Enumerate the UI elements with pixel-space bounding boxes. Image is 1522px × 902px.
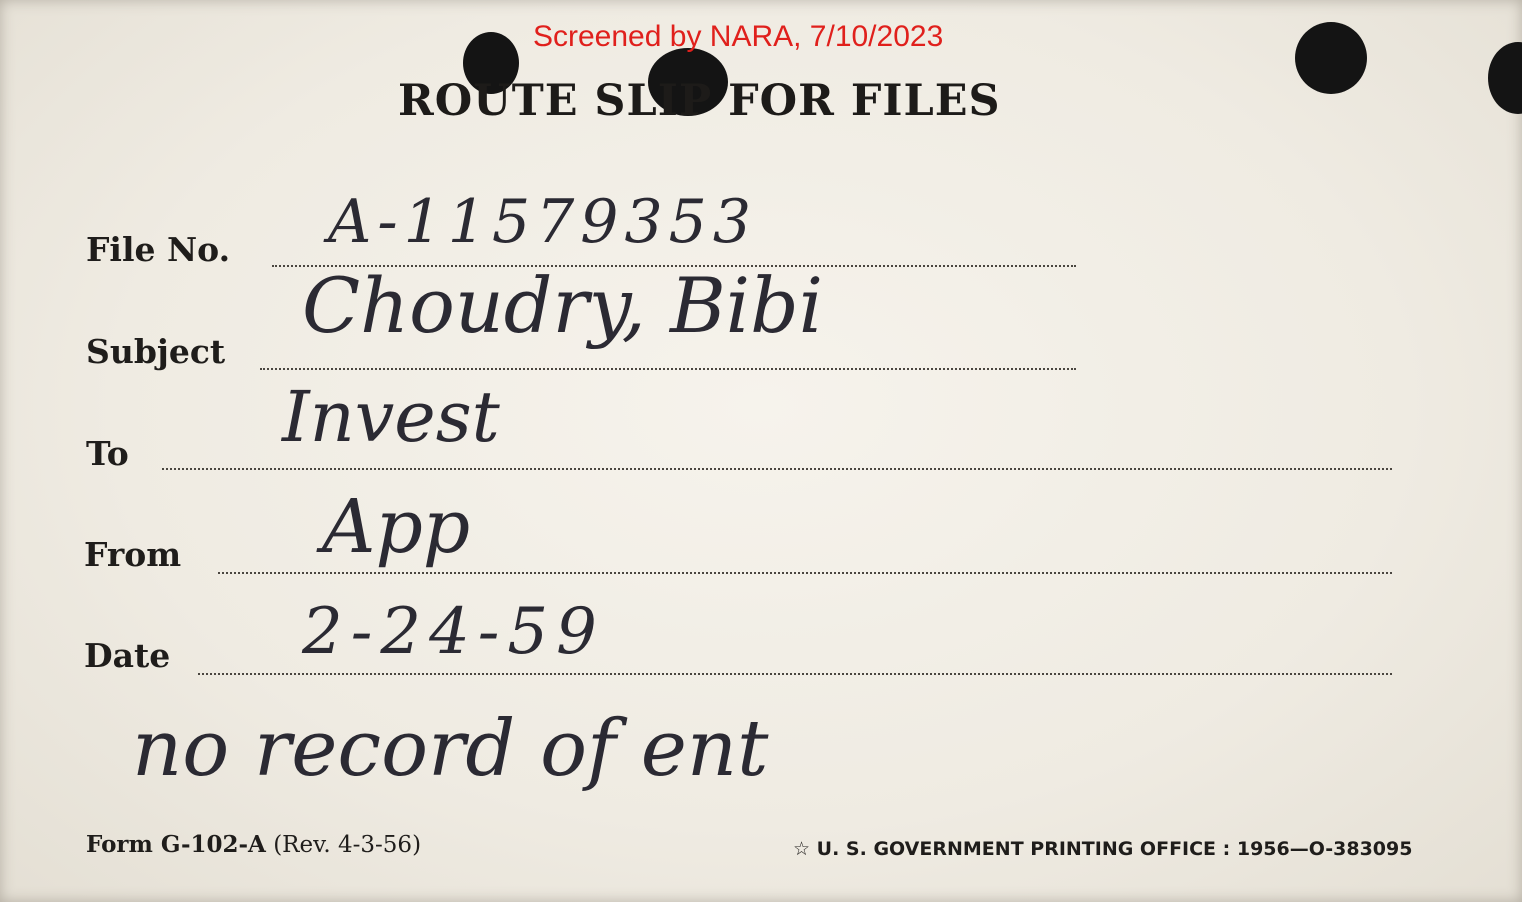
file-no-label: File No. <box>86 230 231 269</box>
punch-hole-edge <box>1488 42 1522 114</box>
printing-office-text: U. S. GOVERNMENT PRINTING OFFICE : 1956—O-383095 <box>816 838 1413 860</box>
file-no-value: A-11579353 <box>328 187 757 257</box>
form-title: ROUTE SLIP FOR FILES <box>398 76 1001 126</box>
to-line <box>162 468 1392 470</box>
form-number-text: Form G-102-A <box>86 831 266 858</box>
from-line <box>218 572 1392 574</box>
printing-office-line <box>793 840 1412 859</box>
date-value: 2-24-59 <box>302 595 605 669</box>
subject-label: Subject <box>86 332 226 371</box>
form-number <box>86 833 421 857</box>
handwritten-note: no record of ent <box>132 704 769 794</box>
star-icon: ☆ <box>793 838 811 860</box>
subject-line <box>260 368 1076 370</box>
to-value: Invest <box>282 376 500 458</box>
from-label: From <box>84 535 182 574</box>
from-value: App <box>322 484 471 570</box>
nara-screening-stamp: Screened by NARA, 7/10/2023 <box>533 20 944 53</box>
punch-hole-right <box>1295 22 1367 94</box>
form-revision: (Rev. 4-3-56) <box>273 832 422 858</box>
to-label: To <box>86 434 129 473</box>
date-label: Date <box>84 636 171 675</box>
date-line <box>198 673 1392 675</box>
subject-value: Choudry, Bibi <box>302 261 824 350</box>
